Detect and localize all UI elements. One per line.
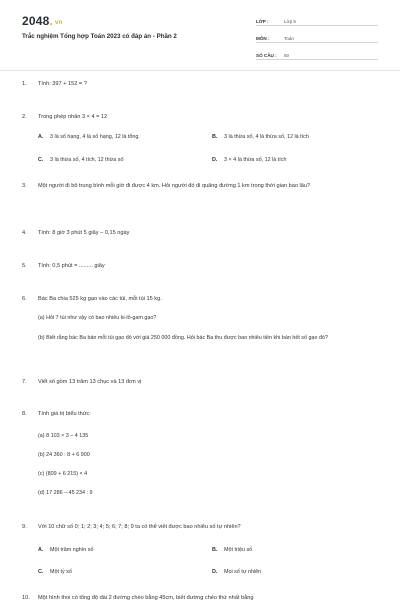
option-letter: B. [212,134,218,140]
option-b[interactable] [212,133,309,142]
question-text: Tính: 0,5 phút = ......... giây [38,263,105,269]
document-header [0,0,400,70]
option-a[interactable] [38,546,93,555]
option-text: 3 là thừa số, 4 là thừa số, 12 là tích [224,134,309,140]
question-text: Tính giá trị biểu thức: [38,411,91,417]
sub-question-a: (a) 8 103 × 3 – 4 135 [38,433,89,439]
meta-info [256,15,378,66]
meta-value: Toán [284,36,294,41]
logo-suffix: vn [55,20,63,26]
document-title: Trắc nghiệm Tổng hợp Toán 2023 có đáp án - Phần 2 [22,33,177,40]
question-number: 9. [22,524,27,530]
sub-question-b: (b) 24 360 : 8 + 6 900 [38,452,90,458]
meta-value: Lớp 5 [284,19,296,24]
meta-label: SỐ CÂU : [256,53,277,58]
option-text: Một triệu số [224,547,253,553]
question-number: 6. [22,296,27,302]
question-text: Một hình thoi có tổng độ dài 2 đường chéo bằng 45cm, biết đường chéo thứ nhất bằng [38,595,254,600]
option-text: 3 là số hạng, 4 là số hạng, 12 là tổng. [50,134,140,140]
header-divider [0,70,400,71]
question-number: 8. [22,411,27,417]
option-a[interactable] [38,133,140,142]
meta-label: MÔN : [256,36,270,41]
sub-question-a: (a) Hỏi 7 túi như vậy có bao nhiêu ki-lô-gam gạo? [38,315,157,321]
option-c[interactable] [38,156,123,165]
option-c[interactable] [38,568,72,577]
question-text: Viết số gồm 13 trăm 13 chục và 13 đơn vị [38,379,142,385]
option-letter: A. [38,547,44,553]
option-text: 3 × 4 là thừa số, 12 là tích [224,157,287,163]
question-text: Bác Ba chia 525 kg gạo vào các túi, mỗi túi 15 kg. [38,296,162,302]
option-text: 3 là thừa số, 4 tích, 12 thừa số [50,157,124,163]
option-d[interactable] [212,568,261,577]
option-text: Một trăm nghìn số [50,547,94,553]
question-number: 4. [22,230,27,236]
meta-value: 50 [284,53,290,58]
question-number: 7. [22,379,27,385]
question-text: Tính: 8 giờ 3 phút 5 giây – 0,15 ngày [38,230,130,236]
option-letter: D. [212,569,218,575]
question-text: Với 10 chữ số 0; 1; 2; 3; 4; 5; 6; 7; 8; 9 ta có thể viết được bao nhiêu số tự nhiên? [38,524,241,530]
option-letter: C. [38,157,44,163]
meta-label: LỚP : [256,19,269,24]
option-letter: C. [38,569,44,575]
question-text: Tính: 397 + 152 = ? [38,81,87,87]
meta-row-subject [256,32,378,43]
option-d[interactable] [212,156,287,165]
question-number: 1. [22,81,27,87]
question-number: 5. [22,263,27,269]
meta-row-class [256,15,378,26]
meta-row-count [256,49,378,60]
sub-question-c: (c) (809 + 6 215) × 4 [38,471,88,477]
logo-text: 2048 [22,14,50,28]
option-b[interactable] [212,546,252,555]
option-letter: A. [38,134,44,140]
question-text: Trong phép nhân 3 × 4 = 12 [38,114,108,120]
option-letter: D. [212,157,218,163]
sub-question-b: (b) Biết rằng bác Ba bán mỗi túi gạo đó với giá 250 000 đồng. Hỏi bác Ba thu được bao nhiêu tiền khi bán hết số gạo đó? [38,335,328,341]
option-letter: B. [212,547,218,553]
sub-question-d: (d) 17 286 – 45 234 : 9 [38,490,93,496]
site-logo[interactable] [22,14,62,28]
logo-dot: . [49,14,54,28]
question-text: Một người đi bộ trung bình mỗi giờ đi được 4 km. Hỏi người đó đi quãng đường 1 km trong thời gian bao lâu? [38,183,311,189]
option-text: Mọi số tự nhiên [224,569,262,575]
question-number: 3. [22,183,27,189]
option-text: Một tỷ số [50,569,72,575]
question-number: 2. [22,114,27,120]
question-number: 10. [22,595,30,600]
